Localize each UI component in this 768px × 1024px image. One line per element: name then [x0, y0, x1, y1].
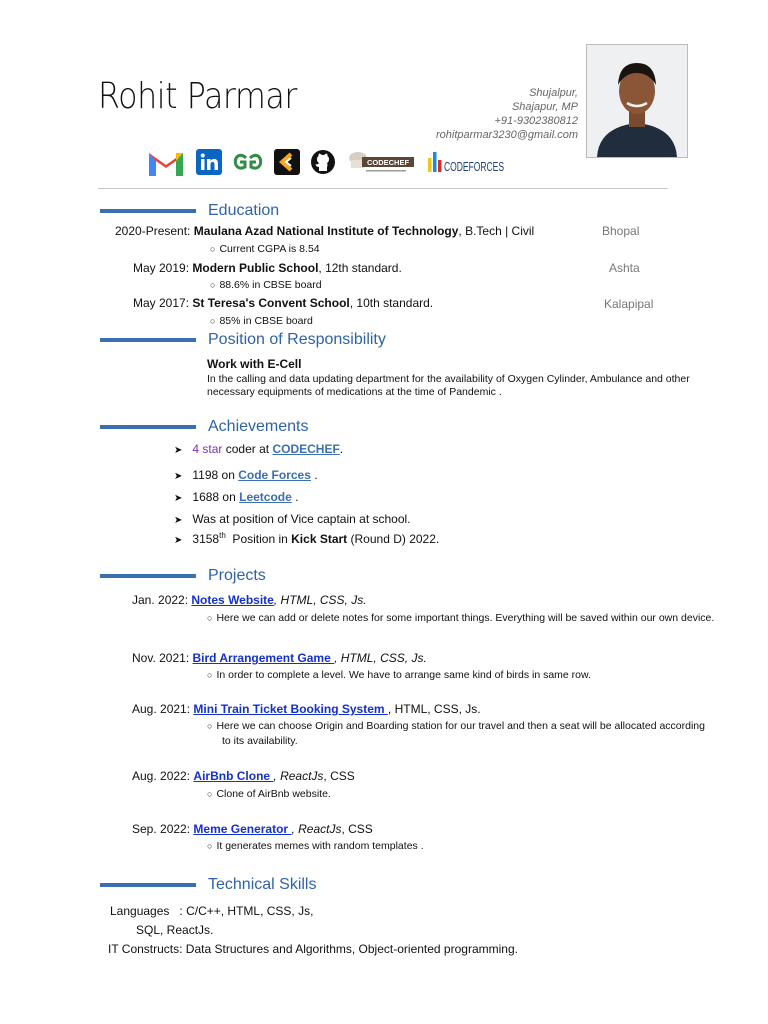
achievement-item: ➤ 1688 on Leetcode .: [174, 490, 299, 504]
responsibility-heading: [100, 331, 386, 349]
codechef-link[interactable]: CODECHEF: [272, 442, 340, 456]
profile-links: [146, 145, 506, 179]
education-location: Kalapipal: [604, 297, 654, 311]
leetcode-link[interactable]: Leetcode: [239, 490, 292, 504]
codechef-label: CODECHEF: [366, 158, 410, 167]
contact-phone: +91-9302380812: [494, 115, 578, 127]
section-title: Projects: [208, 567, 266, 584]
responsibility-line: In the calling and data updating department for the availability of Oxygen Cylinder, Ambulance and other: [207, 373, 690, 385]
project-item: Sep. 2022: Meme Generator , ReactJs, CSS: [132, 822, 373, 836]
education-school: Maulana Azad National Institute of Technology: [193, 224, 459, 238]
project-item: Aug. 2021: Mini Train Ticket Booking System , HTML, CSS, Js.: [132, 702, 481, 716]
education-school: St Teresa's Convent School: [192, 296, 350, 310]
responsibility-line: necessary equipments of medications at the time of Pandemic .: [207, 386, 502, 398]
education-item: [133, 296, 433, 310]
arrow-bullet-icon: ➤: [174, 471, 183, 482]
section-bar: [100, 425, 196, 429]
education-date: 2020-Present:: [115, 224, 191, 238]
responsibility-role: Work with E-Cell: [207, 357, 302, 371]
skills-languages-continued: SQL, ReactJs.: [136, 923, 214, 937]
contact-district: Shajapur, MP: [511, 101, 578, 113]
geeksforgeeks-icon[interactable]: [232, 151, 264, 173]
education-item: [133, 261, 402, 275]
achievement-item: ➤ 4 star coder at CODECHEF.: [174, 442, 344, 456]
project-link[interactable]: AirBnb Clone: [193, 769, 274, 783]
achievement-item: ➤ 3158th Position in Kick Start (Round D) 2022.: [174, 531, 440, 546]
contact-block: [436, 86, 578, 142]
codeforces-icon[interactable]: [426, 148, 506, 176]
education-detail: , 10th standard.: [349, 296, 434, 310]
arrow-bullet-icon: ➤: [174, 535, 183, 546]
education-school: Modern Public School: [192, 261, 319, 275]
project-link[interactable]: Bird Arrangement Game: [192, 651, 335, 665]
contact-email[interactable]: rohitparmar3230@gmail.com: [435, 129, 578, 141]
codeforces-label: CODEFORCES: [444, 159, 505, 174]
education-location: Ashta: [609, 261, 640, 275]
star-rating: 4 star: [192, 442, 223, 456]
contact-city: Shujalpur,: [529, 87, 578, 99]
project-link[interactable]: Mini Train Ticket Booking System: [193, 702, 388, 716]
header-divider: [98, 188, 668, 189]
section-bar: [100, 883, 196, 887]
project-link[interactable]: Meme Generator: [193, 822, 292, 836]
achievements-heading: [100, 418, 309, 436]
education-heading: [100, 202, 279, 220]
education-detail: , B.Tech | Civil: [458, 224, 535, 238]
achievement-item: ➤ 1198 on Code Forces .: [174, 468, 318, 482]
projects-heading: [100, 567, 266, 585]
project-item: Aug. 2022: AirBnb Clone , ReactJs, CSS: [132, 769, 355, 783]
skills-heading: [100, 876, 316, 894]
education-date: May 2017:: [133, 296, 190, 310]
arrow-bullet-icon: ➤: [174, 515, 183, 526]
achievement-item: ➤ Was at position of Vice captain at school.: [174, 512, 411, 526]
education-note: ○ 88.6% in CBSE board: [210, 279, 322, 291]
section-title: Education: [208, 202, 280, 219]
linkedin-icon[interactable]: [196, 149, 222, 175]
education-date: May 2019:: [133, 261, 190, 275]
section-bar: [100, 574, 196, 578]
codeforces-logo-icon[interactable]: [274, 149, 300, 175]
section-title: Technical Skills: [208, 876, 317, 893]
project-note: ○ Here we can add or delete notes for some important things. Everything will be saved within our own device.: [207, 612, 715, 624]
github-icon[interactable]: [310, 149, 336, 175]
project-note: ○ In order to complete a level. We have to arrange same kind of birds in same row.: [207, 669, 591, 681]
education-detail: , 12th standard.: [318, 261, 402, 275]
project-item: Jan. 2022: Notes Website, HTML, CSS, Js.: [132, 593, 367, 607]
project-link[interactable]: Notes Website: [191, 593, 274, 607]
section-bar: [100, 209, 196, 213]
resume-name: Rohit Parmar: [98, 76, 297, 117]
project-note: ○ Here we can choose Origin and Boarding station for our travel and then a seat will be allocated according: [207, 720, 705, 732]
education-location: Bhopal: [602, 224, 640, 238]
project-item: Nov. 2021: Bird Arrangement Game , HTML, CSS, Js.: [132, 651, 427, 665]
project-note-continued: to its availability.: [222, 735, 298, 747]
skills-it-constructs: IT Constructs: Data Structures and Algorithms, Object-oriented programming.: [108, 942, 518, 956]
education-note: ○ 85% in CBSE board: [210, 315, 313, 327]
codeforces-link[interactable]: Code Forces: [238, 468, 311, 482]
section-bar: [100, 338, 196, 342]
skills-languages: Languages : C/C++, HTML, CSS, Js,: [110, 904, 314, 918]
project-note: ○ It generates memes with random templates .: [207, 840, 424, 852]
section-title: Position of Responsibility: [208, 331, 386, 348]
section-title: Achievements: [208, 418, 309, 435]
arrow-bullet-icon: ➤: [174, 493, 183, 504]
profile-photo: [586, 44, 688, 158]
gmail-icon[interactable]: [146, 147, 186, 177]
arrow-bullet-icon: ➤: [174, 445, 183, 456]
education-note: ○ Current CGPA is 8.54: [210, 243, 320, 255]
codechef-icon[interactable]: [346, 149, 416, 175]
project-note: ○ Clone of AirBnb website.: [207, 788, 331, 800]
education-item: [115, 224, 534, 238]
